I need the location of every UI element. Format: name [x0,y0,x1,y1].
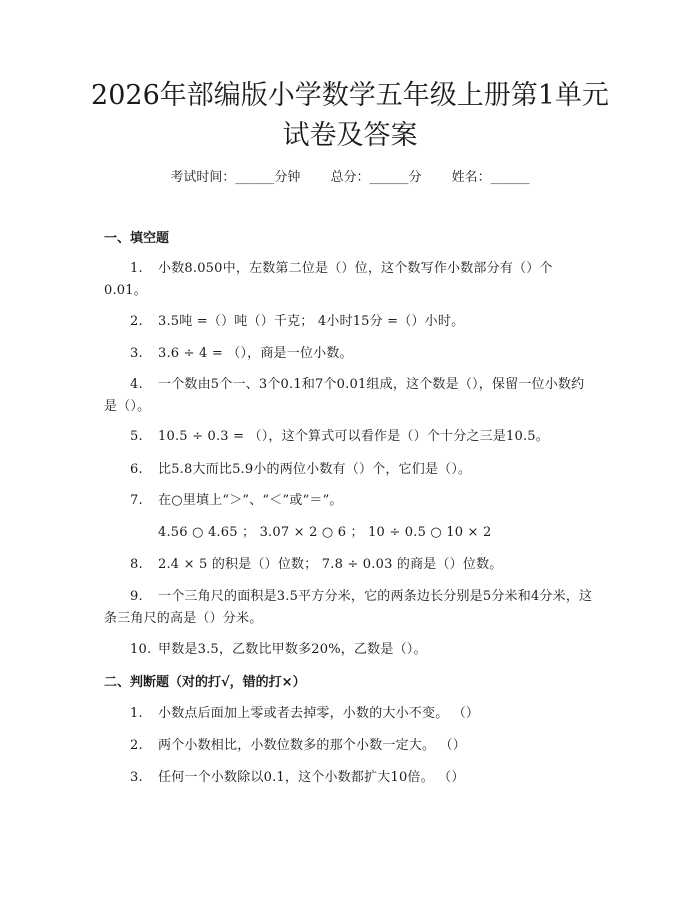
question-text: 小数点后面加上零或者去掉零，小数的大小不变。 （） [158,706,480,721]
question-text: 2.4 × 5 的积是（）位数； 7.8 ÷ 0.03 的商是（）位数。 [158,557,503,572]
question-text: 甲数是3.5，乙数比甲数多20%，乙数是（）。 [158,642,427,657]
question-text: 比5.8大而比5.9小的两位小数有（）个，它们是（）。 [158,462,472,477]
question-9 [104,586,594,630]
question-number: 2. [130,738,143,753]
tf-question-2 [104,735,594,757]
question-number: 9. [130,589,143,604]
question-text: 3.6 ÷ 4 = （），商是一位小数。 [158,346,353,361]
title-line-2: 试卷及答案 [282,120,418,151]
question-text: 在○里填上“＞”、“＜”或“＝”。 [158,493,343,508]
exam-time: 考试时间：______分钟 [170,170,301,185]
question-number: 5. [130,429,143,444]
question-3 [104,343,594,365]
question-text: 小数8.050中，左数第二位是（）位，这个数写作小数部分有（）个0.01。 [104,261,553,298]
title-line-1: 2026年部编版小学数学五年级上册第1单元 [91,80,609,111]
question-1 [104,258,594,302]
question-2 [104,311,594,333]
tf-question-1 [104,703,594,725]
question-number: 7. [130,493,143,508]
question-number: 1. [130,706,143,721]
question-text: 一个数由5个一、3个0.1和7个0.01组成，这个数是（），保留一位小数约是（）。 [104,377,585,414]
question-text: 3.5吨 =（）吨（）千克； 4小时15分 =（）小时。 [158,314,465,329]
tf-question-3 [104,767,594,789]
question-number: 3. [130,346,143,361]
question-number: 10. [130,642,152,657]
section-heading-true-false: 二、判断题（对的打√，错的打×） [104,675,306,690]
question-text: 10.5 ÷ 0.3 = （），这个算式可以看作是（）个十分之三是10.5。 [158,429,549,444]
section-heading-fill-blank: 一、填空题 [104,231,170,246]
question-6 [104,459,594,481]
question-number: 2. [130,314,143,329]
question-text: 一个三角尺的面积是3.5平方分米，它的两条边长分别是5分米和4分米，这条三角尺的高是（）分米。 [104,589,593,626]
student-name: 姓名：______ [451,170,530,185]
question-number: 1. [130,261,143,276]
question-8 [104,554,594,576]
question-7 [104,490,594,512]
question-5 [104,426,594,448]
question-7-comparisons: 4.56 ○ 4.65 ； 3.07 × 2 ○ 6 ； 10 ÷ 0.5 ○ 10 × 2 [158,525,492,540]
question-10 [104,639,594,661]
question-number: 4. [130,377,143,392]
question-number: 8. [130,557,143,572]
question-number: 3. [130,770,143,785]
question-number: 6. [130,462,143,477]
exam-meta [0,168,700,188]
question-4 [104,374,594,418]
exam-score: 总分：______分 [330,170,422,185]
question-text: 任何一个小数除以0.1，这个小数都扩大10倍。 （） [158,770,465,785]
page-title [60,76,640,156]
question-text: 两个小数相比，小数位数多的那个小数一定大。 （） [158,738,466,753]
